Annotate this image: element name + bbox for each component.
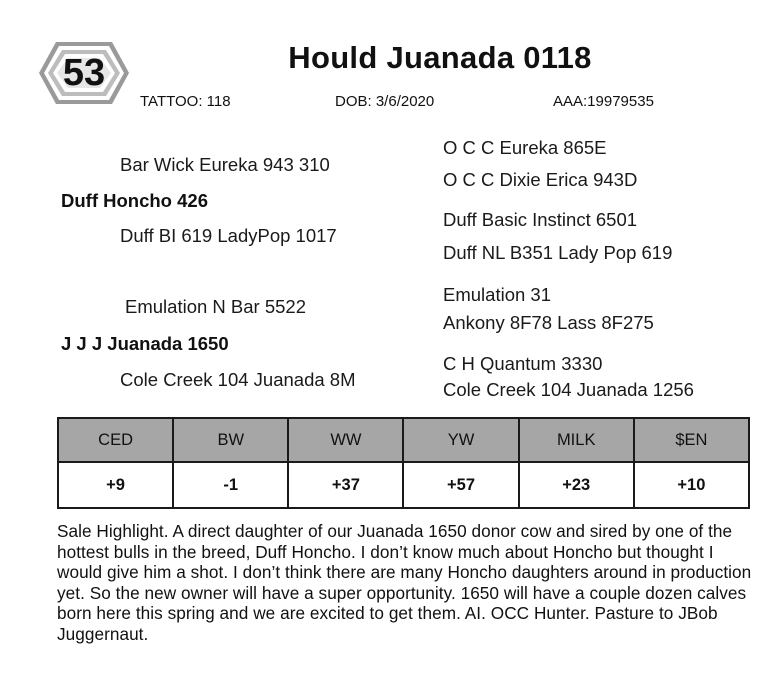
pedigree-dam-dam-dam: Cole Creek 104 Juanada 1256	[443, 379, 694, 400]
pedigree-dam-dam-sire: C H Quantum 3330	[443, 353, 603, 374]
epd-value-yw: +57	[403, 462, 518, 508]
pedigree-sire-dam-sire: Duff Basic Instinct 6501	[443, 209, 638, 230]
pedigree-dam-dam: Cole Creek 104 Juanada 8M	[120, 369, 356, 390]
lot-number: 53	[62, 52, 106, 94]
epd-value-ced: +9	[58, 462, 173, 508]
epd-header-ww: WW	[288, 418, 403, 462]
epd-value-ww: +37	[288, 462, 403, 508]
epd-header-bw: BW	[173, 418, 288, 462]
epd-value-bw: -1	[173, 462, 288, 508]
epd-value-row	[58, 462, 749, 508]
animal-name-title: Hould Juanada 0118	[288, 40, 592, 75]
pedigree-dam: J J J Juanada 1650	[61, 333, 229, 354]
tattoo-label: TATTOO: 118	[140, 93, 231, 110]
epd-header-row	[58, 418, 749, 462]
dob-label: DOB: 3/6/2020	[335, 93, 435, 110]
sale-notes: Sale Highlight. A direct daughter of our Juanada 1650 donor cow and sired by one of the hottest bulls in the breed, Duff Honcho. I don’t know much about Honcho but thought I would give him a shot. I don’t think there are many Honcho daughters around in production yet. So the new owner will have a super opportunity. 1650 will have a couple dozen calves born here this spring and we are excited to get them. AI. OCC Hunter. Pasture to JBob Juggernaut.	[57, 521, 752, 644]
pedigree-sire-sire: Bar Wick Eureka 943 310	[120, 154, 330, 175]
epd-value-milk: +23	[519, 462, 634, 508]
pedigree-sire-sire-dam: O C C Dixie Erica 943D	[443, 169, 638, 190]
registration-number: AAA:19979535	[553, 93, 654, 110]
pedigree-sire: Duff Honcho 426	[61, 190, 208, 211]
pedigree-sire-dam: Duff BI 619 LadyPop 1017	[120, 225, 337, 246]
epd-table	[57, 417, 750, 509]
pedigree-dam-sire-dam: Ankony 8F78 Lass 8F275	[443, 312, 654, 333]
epd-header-milk: MILK	[519, 418, 634, 462]
epd-header-ced: CED	[58, 418, 173, 462]
lot-badge	[36, 38, 132, 108]
pedigree-sire-dam-dam: Duff NL B351 Lady Pop 619	[443, 242, 673, 263]
epd-value-en: +10	[634, 462, 749, 508]
pedigree-dam-sire: Emulation N Bar 5522	[125, 296, 306, 317]
epd-header-en: $EN	[634, 418, 749, 462]
epd-header-yw: YW	[403, 418, 518, 462]
pedigree-dam-sire-sire: Emulation 31	[443, 284, 551, 305]
pedigree-sire-sire-sire: O C C Eureka 865E	[443, 137, 607, 158]
